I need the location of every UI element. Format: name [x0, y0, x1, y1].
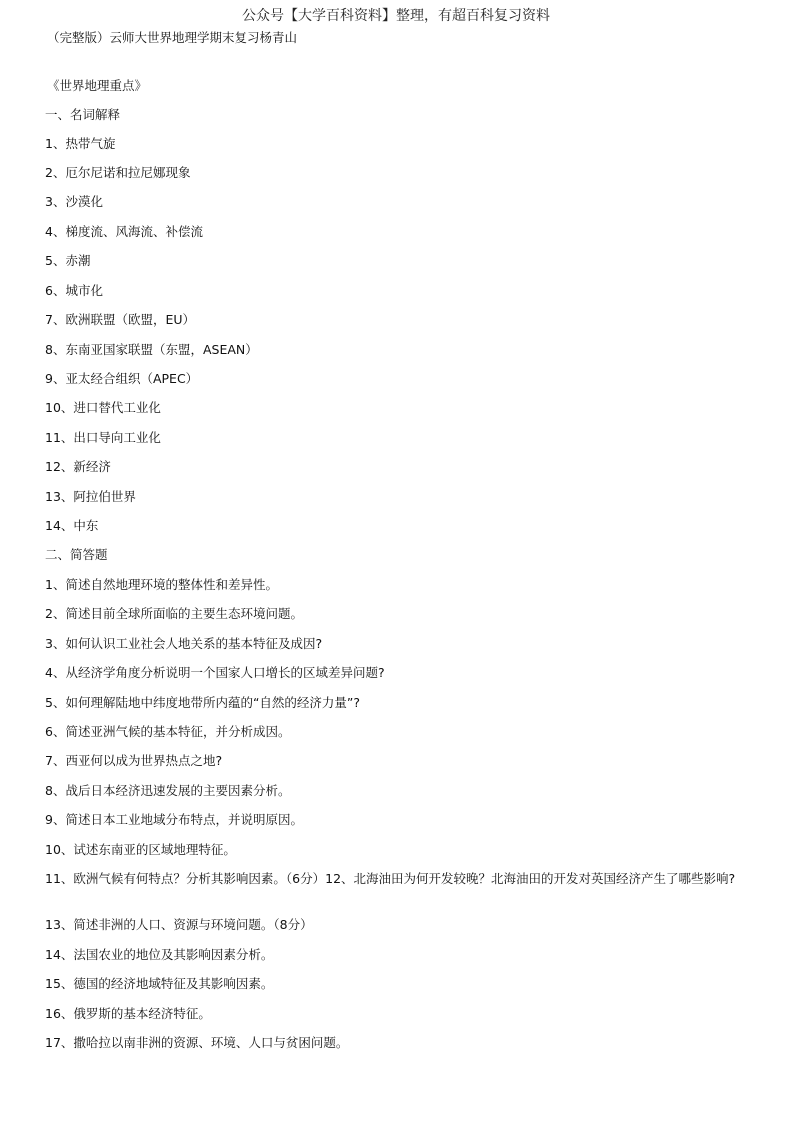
- list-item: 10、进口替代工业化: [45, 400, 161, 415]
- list-item: 16、俄罗斯的基本经济特征。: [45, 1006, 211, 1021]
- list-item: 14、中东: [45, 518, 99, 533]
- list-item: 6、城市化: [45, 283, 103, 298]
- section-heading-short-answer: 二、简答题: [45, 547, 108, 562]
- book-title: 《世界地理重点》: [47, 78, 148, 93]
- list-item: 11、欧洲气候有何特点？分析其影响因素。（6分）12、北海油田为何开发较晚？北海油田的开发对英国经济产生了哪些影响?: [45, 871, 736, 886]
- list-item: 3、沙漠化: [45, 194, 103, 209]
- list-item: 15、德国的经济地域特征及其影响因素。: [45, 976, 274, 991]
- list-item: 13、阿拉伯世界: [45, 489, 136, 504]
- list-item: 5、赤潮: [45, 253, 91, 268]
- section-heading-terms: 一、名词解释: [45, 107, 121, 122]
- list-item: 2、简述目前全球所面临的主要生态环境问题。: [45, 606, 303, 621]
- list-item: 1、简述自然地理环境的整体性和差异性。: [45, 577, 278, 592]
- list-item: 13、简述非洲的人口、资源与环境问题。（8分）: [45, 917, 313, 932]
- list-item: 11、出口导向工业化: [45, 430, 161, 445]
- list-item: 12、新经济: [45, 459, 111, 474]
- list-item: 17、撒哈拉以南非洲的资源、环境、人口与贫困问题。: [45, 1035, 349, 1050]
- list-item: 1、热带气旋: [45, 136, 116, 151]
- list-item: 4、从经济学角度分析说明一个国家人口增长的区域差异问题?: [45, 665, 385, 680]
- list-item: 8、战后日本经济迅速发展的主要因素分析。: [45, 783, 291, 798]
- document-title: （完整版）云师大世界地理学期末复习杨青山: [47, 30, 298, 45]
- list-item: 3、如何认识工业社会人地关系的基本特征及成因?: [45, 636, 323, 651]
- list-item: 14、法国农业的地位及其影响因素分析。: [45, 947, 274, 962]
- list-item: 8、东南亚国家联盟（东盟，ASEAN）: [45, 342, 258, 357]
- page-header-banner: 公众号【大学百科资料】整理，有超百科复习资料: [242, 8, 550, 24]
- list-item: 10、试述东南亚的区域地理特征。: [45, 842, 236, 857]
- list-item: 7、西亚何以成为世界热点之地?: [45, 753, 223, 768]
- list-item: 4、梯度流、风海流、补偿流: [45, 224, 203, 239]
- list-item: 2、厄尔尼诺和拉尼娜现象: [45, 165, 191, 180]
- list-item: 9、简述日本工业地域分布特点，并说明原因。: [45, 812, 303, 827]
- list-item: 5、如何理解陆地中纬度地带所内蕴的“自然的经济力量”?: [45, 695, 361, 710]
- list-item: 9、亚太经合组织（APEC）: [45, 371, 199, 386]
- list-item: 6、简述亚洲气候的基本特征，并分析成因。: [45, 724, 291, 739]
- list-item: 7、欧洲联盟（欧盟，EU）: [45, 312, 196, 327]
